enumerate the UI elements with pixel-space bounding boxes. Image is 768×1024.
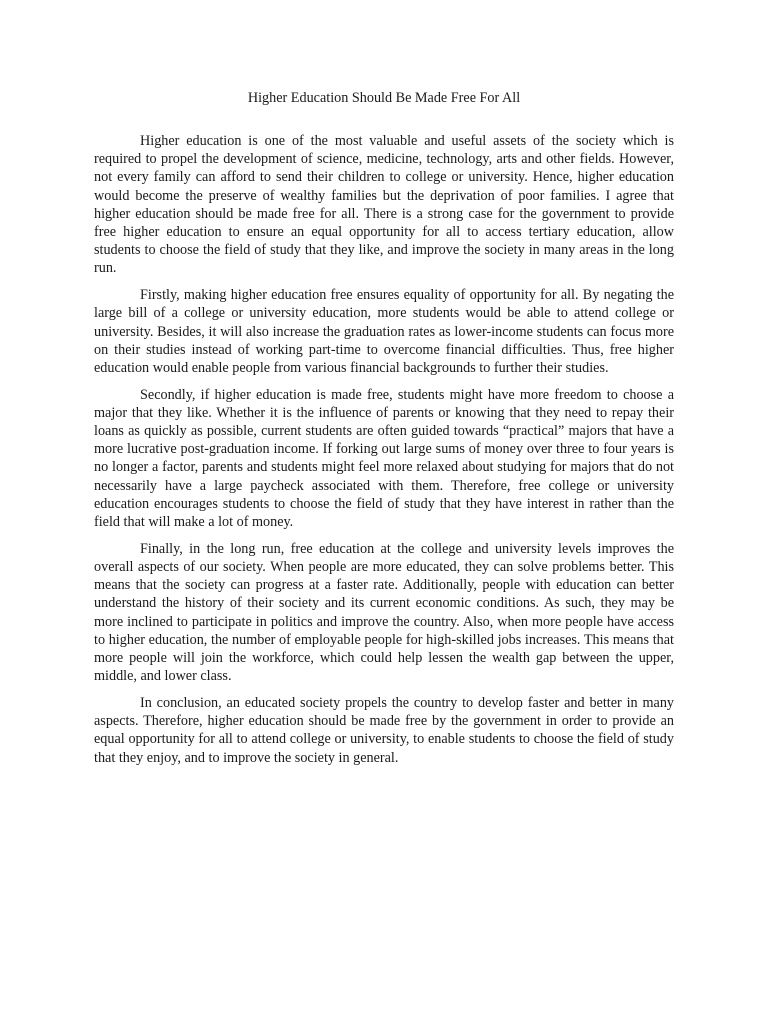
paragraph-equality: Firstly, making higher education free ensures equality of opportunity for all. By negating the large bill of a college or university education, more students would be able to attend college or university. Besides, it will also increase the graduation rates as lower-income students can focus more on their studies instead of working part-time to overcome financial difficulties. Thus, free higher education would enable people from various financial backgrounds to further their studies. <box>94 287 674 376</box>
paragraph-introduction: Higher education is one of the most valuable and useful assets of the society which is required to propel the development of science, medicine, technology, arts and other fields. However, not every family can afford to send their children to college or university. Hence, higher education would become the preserve of wealthy families but the deprivation of poor families. I agree that higher education should be made free for all. There is a strong case for the government to provide free higher education to ensure an equal opportunity for all to access tertiary education, allow students to choose the field of study that they like, and improve the society in many areas in the long run. <box>94 133 674 277</box>
document-title: Higher Education Should Be Made Free For All <box>247 90 521 106</box>
paragraph-society: Finally, in the long run, free education at the college and university levels improves the overall aspects of our society. When people are more educated, they can solve problems better. This means that the society can progress at a faster rate. Additionally, people with education can better understand the history of their society and its current economic conditions. As such, they may be more inclined to participate in politics and improve the country. Also, when more people have access to higher education, the number of employable people for high-skilled jobs increases. This means that more people will join the workforce, which could help lessen the wealth gap between the upper, middle, and lower class. <box>94 540 674 685</box>
paragraph-freedom-of-choice: Secondly, if higher education is made free, students might have more freedom to choose a major that they like. Whether it is the influence of parents or knowing that they need to repay their loans as quickly as possible, current students are often guided towards “practical” majors that have a more lucrative post-graduation income. If forking out large sums of money over three to four years is no longer a factor, parents and students might feel more relaxed about studying for majors that do not necessarily have a large paycheck associated with them. Therefore, free college or university education encourages students to choose the field of study that they have interest in rather than the field that will make a lot of money. <box>94 386 674 531</box>
paragraph-conclusion: In conclusion, an educated society propels the country to develop faster and better in many aspects. Therefore, higher education should be made free by the government in order to provide an equal opportunity for all to attend college or university, to enable students to choose the field of study that they enjoy, and to improve the society in general. <box>94 694 674 766</box>
document-body <box>94 132 674 775</box>
